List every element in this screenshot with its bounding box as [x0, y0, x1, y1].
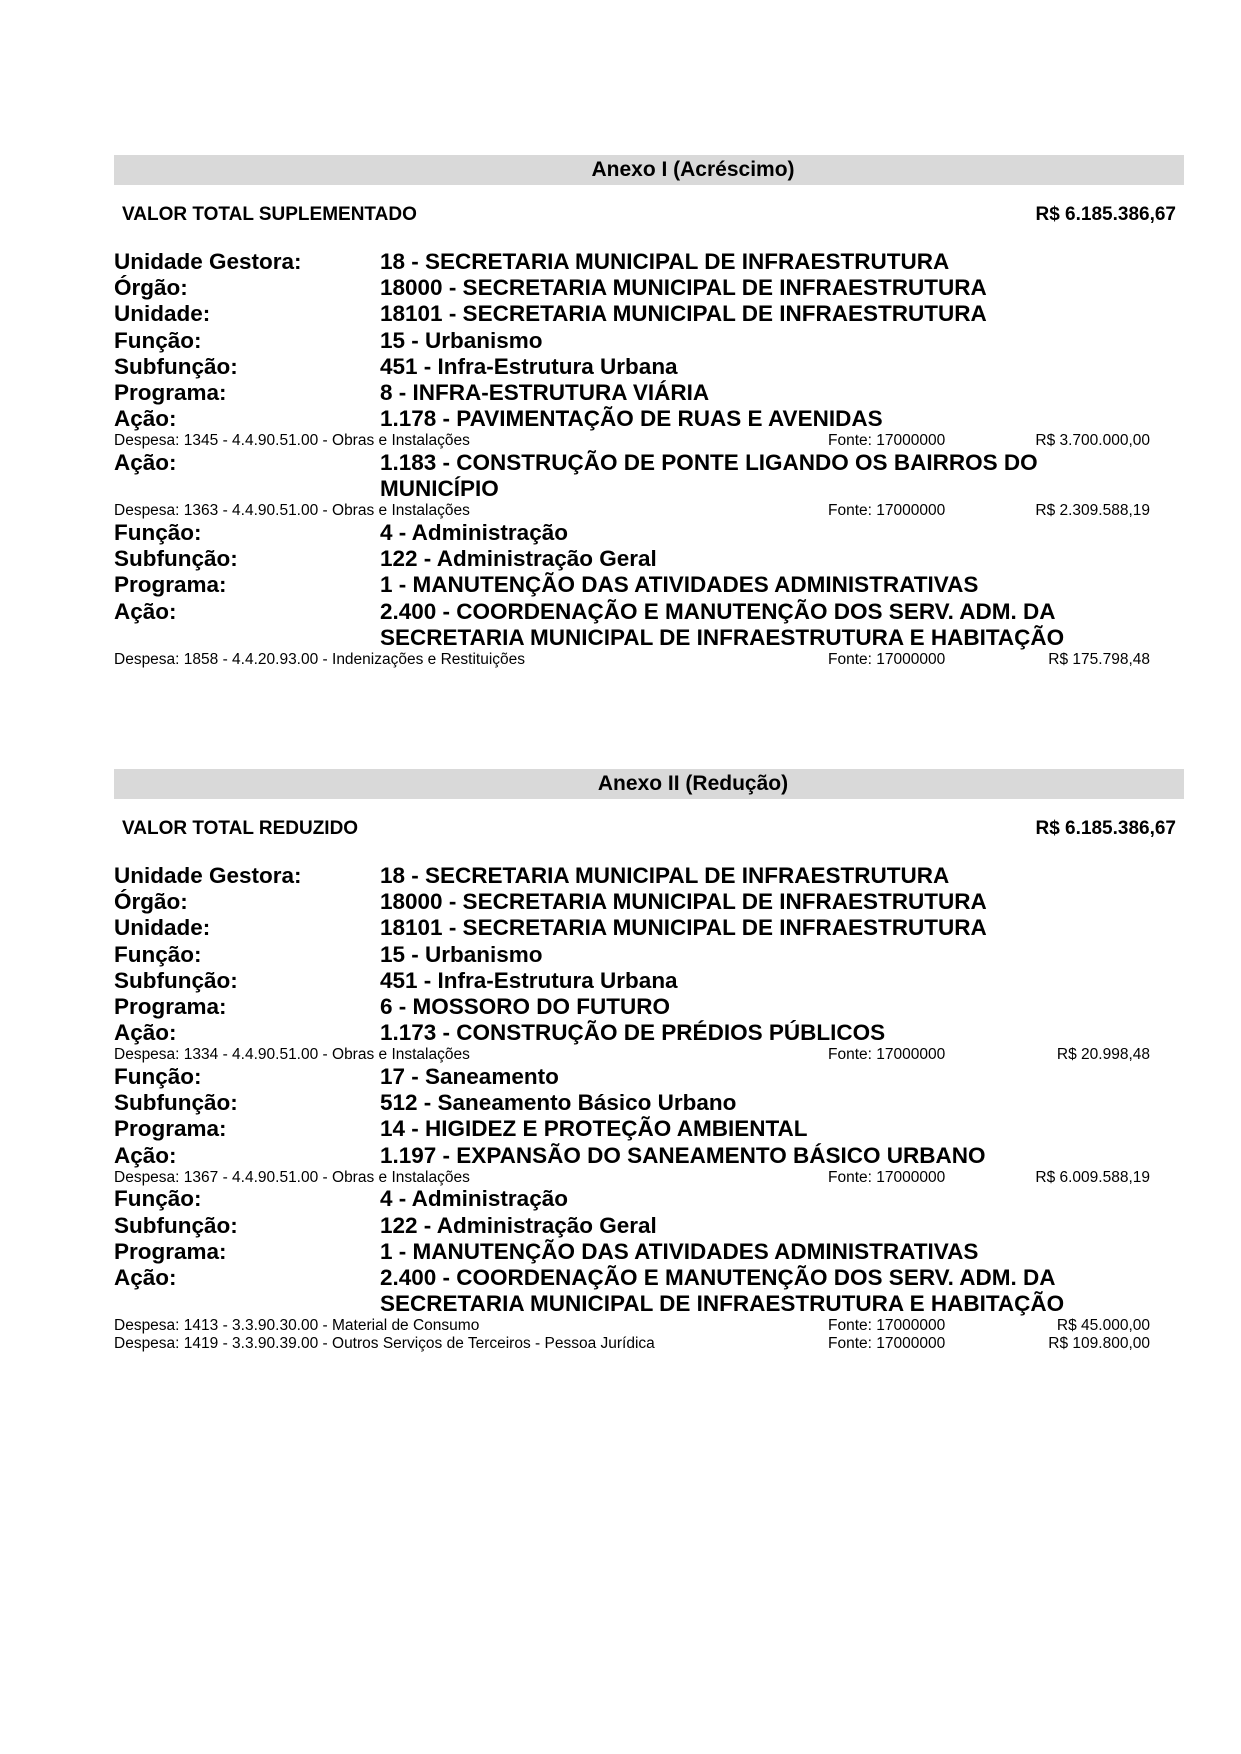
field-value: 18000 - SECRETARIA MUNICIPAL DE INFRAESTRUTURA: [380, 889, 987, 915]
despesa-valor: R$ 175.798,48: [1048, 651, 1150, 669]
field-label: Ação:: [114, 1142, 177, 1168]
field-value: 2.400 - COORDENAÇÃO E MANUTENÇÃO DOS SERV. ADM. DA SECRETARIA MUNICIPAL DE INFRAESTRUTURA E HABITAÇÃO: [380, 1265, 1065, 1317]
field-label: Ação:: [114, 598, 177, 624]
field-row: [114, 354, 1184, 380]
field-label: Programa:: [114, 1116, 227, 1142]
field-row: [114, 380, 1184, 406]
field-row: [114, 863, 1184, 889]
field-value: 6 - MOSSORO DO FUTURO: [380, 994, 671, 1020]
field-row: [114, 1090, 1184, 1116]
field-value: 1.178 - PAVIMENTAÇÃO DE RUAS E AVENIDAS: [380, 406, 883, 432]
field-value: 18 - SECRETARIA MUNICIPAL DE INFRAESTRUTURA: [380, 863, 950, 888]
field-row: [114, 889, 1184, 915]
field-row: [114, 1064, 1184, 1090]
field-row: [114, 275, 1184, 301]
field-value: 18101 - SECRETARIA MUNICIPAL DE INFRAESTRUTURA: [380, 301, 987, 327]
field-label: Função:: [114, 1064, 202, 1090]
field-label: Subfunção:: [114, 353, 238, 379]
despesa-text: Despesa: 1419 - 3.3.90.39.00 - Outros Serviços de Terceiros - Pessoa Jurídica: [114, 1335, 655, 1353]
anexo-2-total: [114, 817, 1184, 841]
field-label: Subfunção:: [114, 967, 238, 993]
field-row: [114, 994, 1184, 1020]
field-value: 1.183 - CONSTRUÇÃO DE PONTE LIGANDO OS BAIRROS DO MUNICÍPIO: [380, 450, 1038, 502]
field-label: Ação:: [114, 450, 177, 476]
despesa-text: Despesa: 1367 - 4.4.90.51.00 - Obras e Instalações: [114, 1168, 470, 1186]
despesa-text: Despesa: 1858 - 4.4.20.93.00 - Indenizações e Restituições: [114, 651, 526, 669]
despesa-fonte: Fonte: 17000000: [828, 432, 946, 450]
total-value: R$ 6.185.386,67: [1035, 818, 1176, 839]
field-label: Órgão:: [114, 889, 188, 915]
despesa-valor: R$ 2.309.588,19: [1035, 502, 1150, 520]
despesa-fonte: Fonte: 17000000: [828, 651, 946, 669]
despesa-text: Despesa: 1413 - 3.3.90.30.00 - Material de Consumo: [114, 1317, 480, 1335]
despesa-row: [114, 1169, 1184, 1187]
despesa-text: Despesa: 1334 - 4.4.90.51.00 - Obras e Instalações: [114, 1046, 470, 1064]
despesa-fonte: Fonte: 17000000: [828, 1317, 946, 1335]
field-label: Unidade Gestora:: [114, 863, 302, 888]
field-value: 2.400 - COORDENAÇÃO E MANUTENÇÃO DOS SERV. ADM. DA SECRETARIA MUNICIPAL DE INFRAESTRUTURA E HABITAÇÃO: [380, 598, 1065, 650]
field-value: 8 - INFRA-ESTRUTURA VIÁRIA: [380, 380, 710, 406]
field-label: Programa:: [114, 1238, 227, 1264]
field-label: Função:: [114, 1186, 202, 1212]
field-row: [114, 328, 1184, 354]
anexo-1-entries: [114, 249, 1184, 669]
field-row: [114, 406, 1184, 432]
field-label: Unidade Gestora:: [114, 249, 302, 274]
field-label: Subfunção:: [114, 546, 238, 572]
field-label: Unidade:: [114, 301, 211, 327]
despesa-text: Despesa: 1363 - 4.4.90.51.00 - Obras e Instalações: [114, 502, 470, 520]
field-value: 122 - Administração Geral: [380, 1212, 657, 1238]
despesa-fonte: Fonte: 17000000: [828, 1335, 946, 1353]
field-row: [114, 968, 1184, 994]
field-row: [114, 450, 1184, 502]
field-row: [114, 520, 1184, 546]
field-row: [114, 1020, 1184, 1046]
field-row: [114, 572, 1184, 598]
total-label: VALOR TOTAL REDUZIDO: [122, 818, 359, 839]
field-value: 18000 - SECRETARIA MUNICIPAL DE INFRAESTRUTURA: [380, 275, 987, 301]
field-row: [114, 1186, 1184, 1212]
field-row: [114, 301, 1184, 327]
despesa-valor: R$ 20.998,48: [1056, 1046, 1150, 1064]
field-value: 512 - Saneamento Básico Urbano: [380, 1090, 737, 1116]
field-row: [114, 1265, 1184, 1317]
field-label: Subfunção:: [114, 1212, 238, 1238]
despesa-fonte: Fonte: 17000000: [828, 502, 946, 520]
field-value: 15 - Urbanismo: [380, 327, 543, 353]
anexo-1-title: Anexo I (Acréscimo): [114, 155, 1184, 185]
field-label: Programa:: [114, 572, 227, 598]
field-label: Função:: [114, 520, 202, 546]
field-label: Programa:: [114, 380, 227, 406]
field-value: 4 - Administração: [380, 1186, 568, 1212]
field-value: 451 - Infra-Estrutura Urbana: [380, 967, 678, 993]
total-label: VALOR TOTAL SUPLEMENTADO: [122, 204, 417, 225]
despesa-valor: R$ 3.700.000,00: [1035, 432, 1150, 450]
despesa-row: [114, 502, 1184, 520]
field-value: 1 - MANUTENÇÃO DAS ATIVIDADES ADMINISTRATIVAS: [380, 1238, 979, 1264]
field-value: 18101 - SECRETARIA MUNICIPAL DE INFRAESTRUTURA: [380, 915, 987, 941]
anexo-1-section: [114, 155, 1184, 669]
field-value: 17 - Saneamento: [380, 1064, 559, 1090]
field-value: 1.173 - CONSTRUÇÃO DE PRÉDIOS PÚBLICOS: [380, 1020, 886, 1046]
field-row: [114, 942, 1184, 968]
field-row: [114, 546, 1184, 572]
field-row: [114, 1116, 1184, 1142]
despesa-text: Despesa: 1345 - 4.4.90.51.00 - Obras e Instalações: [114, 432, 470, 450]
anexo-1-total: [114, 203, 1184, 227]
field-value: 1 - MANUTENÇÃO DAS ATIVIDADES ADMINISTRATIVAS: [380, 572, 979, 598]
field-row: [114, 599, 1184, 651]
field-label: Função:: [114, 941, 202, 967]
field-label: Órgão:: [114, 275, 188, 301]
field-value: 15 - Urbanismo: [380, 941, 543, 967]
field-value: 451 - Infra-Estrutura Urbana: [380, 353, 678, 379]
field-label: Função:: [114, 327, 202, 353]
field-row: [114, 1239, 1184, 1265]
field-row: [114, 1143, 1184, 1169]
despesa-row: [114, 432, 1184, 450]
field-label: Programa:: [114, 994, 227, 1020]
total-value: R$ 6.185.386,67: [1035, 204, 1176, 225]
field-value: 4 - Administração: [380, 520, 568, 546]
field-value: 122 - Administração Geral: [380, 546, 657, 572]
anexo-2-title: Anexo II (Redução): [114, 769, 1184, 799]
field-label: Unidade:: [114, 915, 211, 941]
field-row: [114, 249, 1184, 275]
anexo-2-entries: [114, 863, 1184, 1353]
despesa-row: [114, 651, 1184, 669]
despesa-valor: R$ 45.000,00: [1056, 1317, 1150, 1335]
despesa-row: [114, 1335, 1184, 1353]
field-label: Ação:: [114, 1020, 177, 1046]
field-value: 1.197 - EXPANSÃO DO SANEAMENTO BÁSICO URBANO: [380, 1142, 986, 1168]
field-row: [114, 915, 1184, 941]
anexo-2-section: [114, 769, 1184, 1353]
despesa-fonte: Fonte: 17000000: [828, 1046, 946, 1064]
despesa-row: [114, 1317, 1184, 1335]
field-row: [114, 1213, 1184, 1239]
field-value: 18 - SECRETARIA MUNICIPAL DE INFRAESTRUTURA: [380, 249, 950, 274]
field-label: Ação:: [114, 1265, 177, 1291]
field-value: 14 - HIGIDEZ E PROTEÇÃO AMBIENTAL: [380, 1116, 808, 1142]
field-label: Ação:: [114, 406, 177, 432]
despesa-fonte: Fonte: 17000000: [828, 1168, 946, 1186]
despesa-valor: R$ 6.009.588,19: [1035, 1168, 1150, 1186]
despesa-row: [114, 1046, 1184, 1064]
despesa-valor: R$ 109.800,00: [1048, 1335, 1150, 1353]
field-label: Subfunção:: [114, 1090, 238, 1116]
